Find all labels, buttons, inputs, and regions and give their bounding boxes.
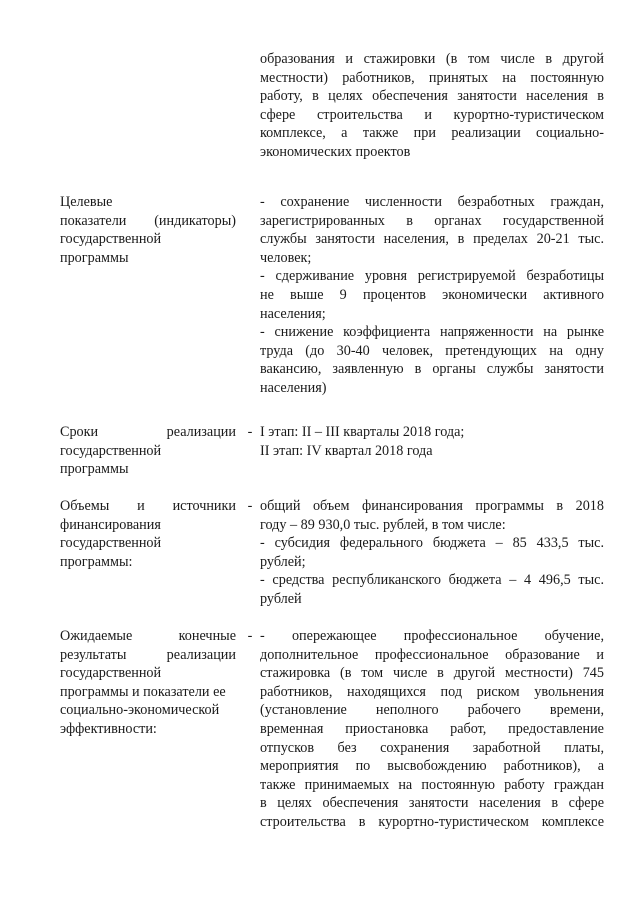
content-line: - сдерживание уровня регистрируемой безработицы	[260, 268, 604, 285]
intro-line: экономических проектов	[260, 143, 411, 160]
label-line: государственной	[60, 231, 162, 248]
intro-line: сфере строительства и курортно-туристическом	[260, 106, 604, 123]
label-line: финансирования	[60, 516, 161, 533]
content-line: общий объем финансирования программы в 2018	[260, 498, 604, 514]
content-line: отпусков без сохранения заработной платы,	[260, 739, 604, 756]
intro-line: образования и стажировки (в том числе в другой	[260, 51, 604, 67]
label-line: программы	[60, 249, 129, 266]
content-line: труда (до 30-40 человек, претендующих на одну	[260, 342, 604, 359]
content-line: году – 89 930,0 тыс. рублей, в том числе:	[260, 516, 506, 533]
section-label	[60, 423, 236, 479]
label-line: Объемы и источники	[60, 498, 236, 514]
section-content	[260, 627, 604, 832]
intro-line: комплексе, а также при реализации социально-	[260, 125, 604, 142]
intro-line: местности) работников, принятых на постоянную	[260, 69, 604, 86]
separator-dash: -	[247, 498, 253, 514]
label-line: показатели (индикаторы)	[60, 212, 236, 229]
content-line: (установление неполного рабочего времени,	[260, 702, 604, 719]
content-line: зарегистрированных в органах государственной	[260, 212, 604, 229]
intro-line: работу, в целях обеспечения занятости населения в	[260, 88, 604, 105]
separator-dash: -	[247, 628, 253, 644]
section-content	[260, 497, 604, 609]
section-label	[60, 193, 236, 267]
content-line: рублей	[260, 590, 302, 607]
content-line: в целях обеспечения занятости населения в сфере	[260, 795, 604, 812]
content-line: - снижение коэффициента напряженности на рынке	[260, 324, 604, 341]
content-line: строительства в курортно-туристическом комплексе	[260, 813, 604, 830]
section-content	[260, 423, 604, 460]
content-line: вакансию, заявленную в органы службы занятости	[260, 361, 604, 378]
separator-dash: -	[247, 424, 253, 440]
label-line: социально-экономической	[60, 702, 220, 719]
content-line: II этап: IV квартал 2018 года	[260, 442, 433, 459]
content-line: - субсидия федерального бюджета – 85 433,5 тыс.	[260, 535, 604, 552]
content-line: также принимаемых на постоянную работу граждан	[260, 776, 604, 793]
content-line: мероприятия по высвобождению работников), а	[260, 758, 604, 775]
content-line: - опережающее профессиональное обучение,	[260, 628, 604, 644]
label-line: государственной	[60, 442, 162, 459]
content-line: стажировка (в том числе в другой местности) 745	[260, 665, 604, 682]
label-line: эффективности:	[60, 720, 157, 737]
section-label	[60, 627, 236, 739]
content-line: населения;	[260, 305, 326, 322]
label-line: программы	[60, 461, 129, 478]
label-line: программы:	[60, 553, 133, 570]
content-line: - средства республиканского бюджета – 4 496,5 тыс.	[260, 572, 604, 589]
section-content	[260, 193, 604, 398]
label-line: государственной	[60, 535, 162, 552]
content-line: временная приостановка работ, предоставление	[260, 720, 604, 737]
label-line: Целевые	[60, 194, 113, 210]
content-line: рублей;	[260, 553, 306, 570]
content-line: не выше 9 процентов экономически активного	[260, 286, 604, 303]
label-line: программы и показатели ее	[60, 683, 226, 700]
content-line: - сохранение численности безработных граждан,	[260, 194, 604, 210]
content-line: населения)	[260, 379, 327, 396]
content-line: человек;	[260, 249, 312, 266]
label-line: Сроки реализации	[60, 424, 236, 440]
content-line: дополнительное профессиональное образование и	[260, 646, 604, 663]
content-line: работников, находящихся под риском увольнения	[260, 683, 604, 700]
content-line: службы занятости населения, в пределах 20-21 тыс.	[260, 231, 604, 248]
section-label	[60, 497, 236, 571]
label-line: государственной	[60, 665, 162, 682]
intro-text	[260, 50, 604, 162]
label-line: результаты реализации	[60, 646, 236, 663]
content-line: I этап: II – III кварталы 2018 года;	[260, 424, 465, 440]
label-line: Ожидаемые конечные	[60, 628, 236, 644]
